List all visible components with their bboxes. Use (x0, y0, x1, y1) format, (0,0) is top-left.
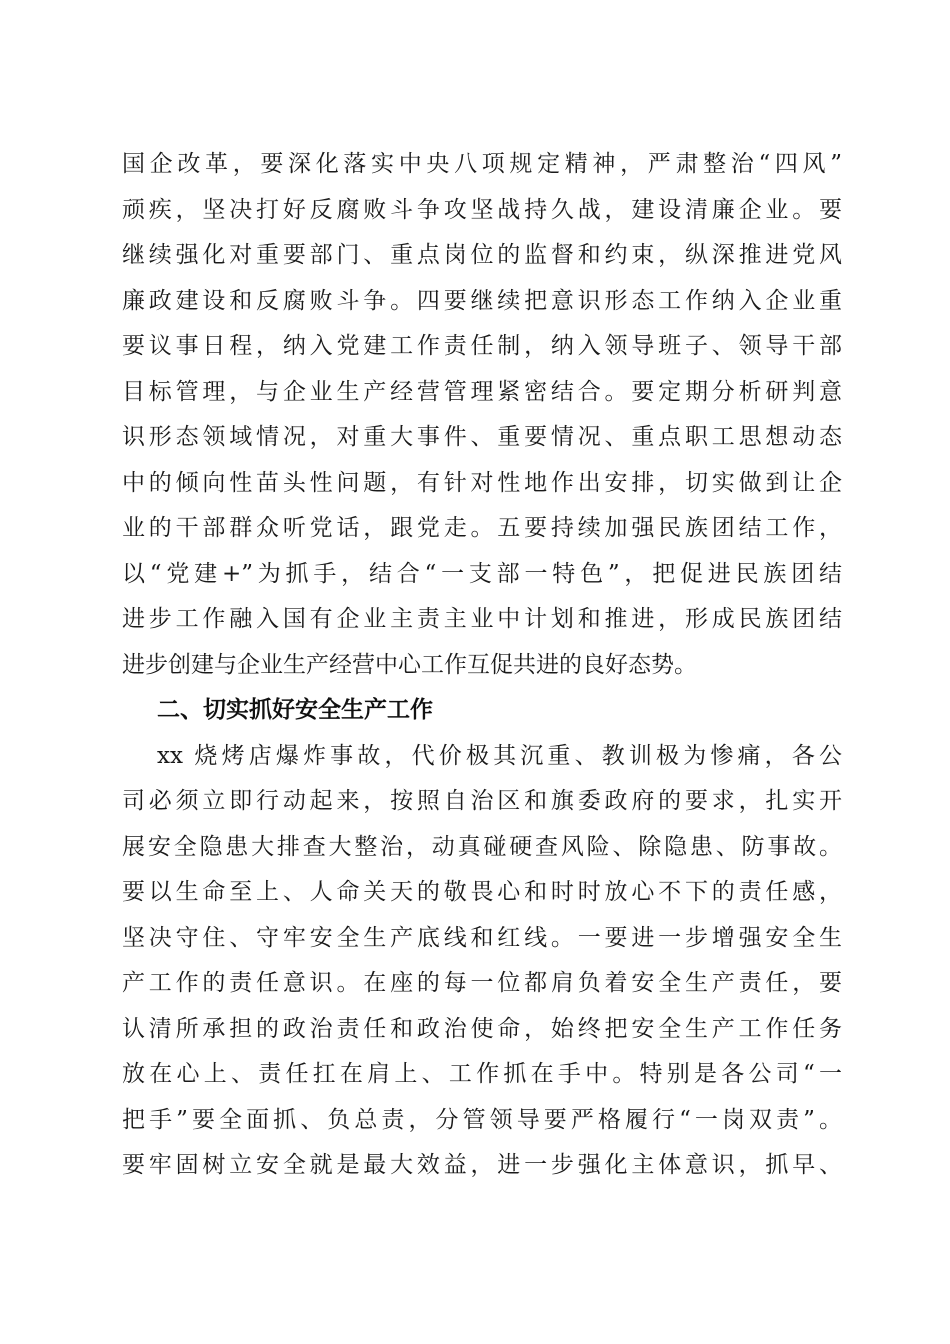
paragraph-line: 放在心上、责任扛在肩上、工作抓在手中。特别是各公司“一 (122, 1061, 842, 1087)
paragraph-line: 国企改革，要深化落实中央八项规定精神，严肃整治“四风” (122, 151, 842, 177)
paragraph-line: 产工作的责任意识。在座的每一位都肩负着安全生产责任，要 (122, 970, 842, 996)
paragraph-line: 廉政建设和反腐败斗争。四要继续把意识形态工作纳入企业重 (122, 287, 842, 314)
paragraph-line: 坚决守住、守牢安全生产底线和红线。一要进一步增强安全生 (122, 924, 842, 951)
paragraph-line: 中的倾向性苗头性问题，有针对性地作出安排，切实做到让企 (122, 469, 842, 496)
paragraph-line: 认清所承担的政治责任和政治使命，始终把安全生产工作任务 (122, 1015, 842, 1042)
paragraph-line: 把手”要全面抓、负总责，分管领导要严格履行“一岗双责”。 (122, 1106, 842, 1133)
paragraph-line: 要牢固树立安全就是最大效益，进一步强化主体意识，抓早、 (122, 1152, 842, 1178)
paragraph-line: 司必须立即行动起来，按照自治区和旗委政府的要求，扎实开 (122, 788, 842, 814)
paragraph-line: 要以生命至上、人命关天的敬畏心和时时放心不下的责任感， (122, 879, 842, 905)
section-heading: 二、切实抓好安全生产工作 (157, 697, 433, 723)
paragraph-line: 以“党建+”为抓手，结合“一支部一特色”，把促进民族团结 (122, 560, 842, 587)
paragraph-line: 进步创建与企业生产经营中心工作互促共进的良好态势。 (122, 651, 697, 678)
paragraph-line: 进步工作融入国有企业主责主业中计划和推进，形成民族团结 (122, 606, 842, 632)
paragraph-line: 业的干部群众听党话，跟党走。五要持续加强民族团结工作， (122, 515, 842, 541)
body-text (122, 142, 842, 1189)
paragraph-line: 展安全隐患大排查大整治，动真碰硬查风险、除隐患、防事故。 (122, 833, 842, 860)
paragraph-line: 顽疾，坚决打好反腐败斗争攻坚战持久战，建设清廉企业。要 (122, 196, 842, 223)
paragraph-line: xx 烧烤店爆炸事故，代价极其沉重、教训极为惨痛，各公 (157, 742, 842, 769)
paragraph-line: 要议事日程，纳入党建工作责任制，纳入领导班子、领导干部 (122, 333, 842, 359)
paragraph-line: 继续强化对重要部门、重点岗位的监督和约束，纵深推进党风 (122, 242, 842, 268)
paragraph-line: 识形态领域情况，对重大事件、重要情况、重点职工思想动态 (122, 424, 842, 450)
paragraph-line: 目标管理，与企业生产经营管理紧密结合。要定期分析研判意 (122, 378, 842, 405)
